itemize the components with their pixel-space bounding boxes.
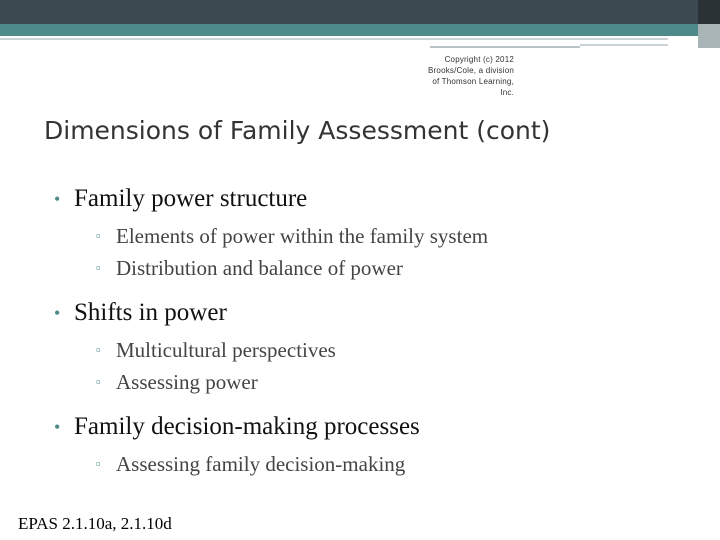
corner-block-grey bbox=[698, 24, 720, 48]
sub-bullet-item bbox=[96, 366, 694, 398]
bullet-dot-icon: • bbox=[54, 417, 61, 437]
sub-bullet-list bbox=[74, 334, 694, 398]
top-band bbox=[0, 0, 720, 24]
bullet-dot-icon: • bbox=[54, 189, 61, 209]
square-bullet-icon: ▫ bbox=[96, 228, 101, 243]
square-bullet-icon: ▫ bbox=[96, 342, 101, 357]
sub-bullet-item bbox=[96, 448, 694, 480]
bullet-text: Family decision-making processes bbox=[74, 413, 420, 440]
header-rule-right bbox=[580, 44, 668, 46]
teal-band bbox=[0, 24, 720, 36]
square-bullet-icon: ▫ bbox=[96, 260, 101, 275]
copyright-line: Copyright (c) 2012 bbox=[444, 55, 514, 64]
square-bullet-icon: ▫ bbox=[96, 374, 101, 389]
sub-bullet-item bbox=[96, 334, 694, 366]
epas-footer: EPAS 2.1.10a, 2.1.10d bbox=[18, 514, 172, 533]
sub-bullet-text: Assessing power bbox=[116, 370, 258, 394]
corner-block-dark bbox=[698, 0, 720, 24]
bullet-item bbox=[54, 296, 694, 398]
slide-title: Dimensions of Family Assessment (cont) bbox=[44, 116, 551, 145]
bullet-item bbox=[54, 182, 694, 284]
copyright-line: Brooks/Cole, a division bbox=[428, 66, 514, 75]
bullet-text: Shifts in power bbox=[74, 299, 227, 326]
header-rule bbox=[0, 38, 668, 40]
square-bullet-icon: ▫ bbox=[96, 456, 101, 471]
bullet-list bbox=[54, 182, 694, 480]
sub-bullet-item bbox=[96, 220, 694, 252]
sub-bullet-text: Distribution and balance of power bbox=[116, 256, 403, 280]
bullet-dot-icon: • bbox=[54, 303, 61, 323]
copyright-line: Inc. bbox=[500, 88, 514, 97]
sub-bullet-list bbox=[74, 220, 694, 284]
sub-bullet-list bbox=[74, 448, 694, 480]
header-rule-short bbox=[430, 46, 580, 48]
copyright-notice bbox=[420, 54, 514, 98]
sub-bullet-item bbox=[96, 252, 694, 284]
sub-bullet-text: Elements of power within the family system bbox=[116, 224, 489, 248]
copyright-line: of Thomson Learning, bbox=[432, 77, 514, 86]
sub-bullet-text: Multicultural perspectives bbox=[116, 338, 336, 362]
bullet-item bbox=[54, 410, 694, 480]
sub-bullet-text: Assessing family decision-making bbox=[116, 452, 406, 476]
bullet-text: Family power structure bbox=[74, 185, 308, 212]
